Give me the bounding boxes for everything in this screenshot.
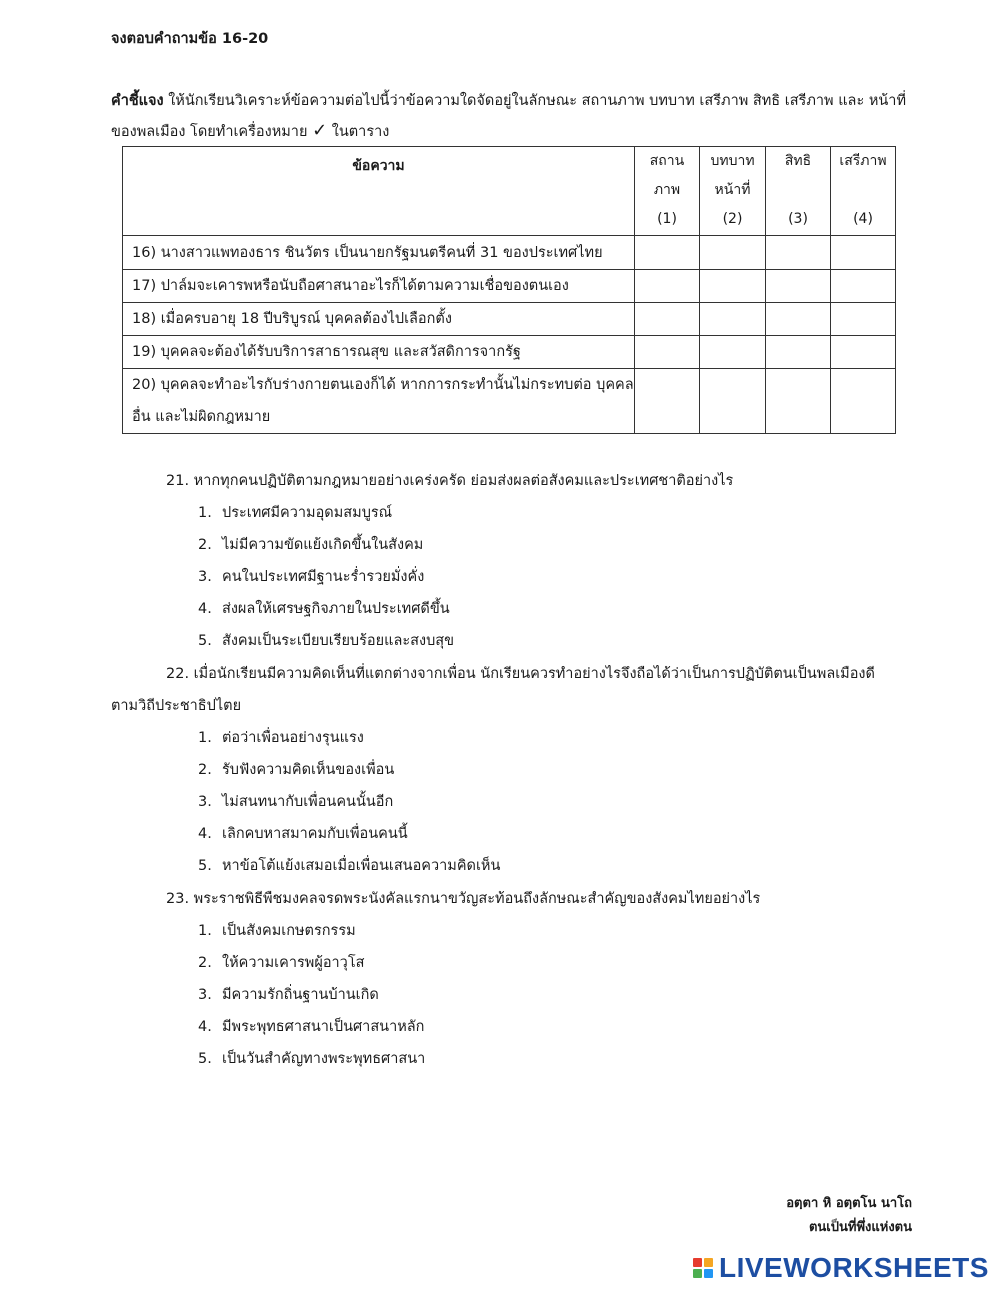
statement-19: 19) บุคคลจะต้องได้รับบริการสาธารณสุข และสวัสดิการจากรัฐ [123, 336, 635, 369]
question-21-options [198, 497, 454, 657]
header-statement: ข้อความ [123, 147, 635, 236]
answer-box-18-3[interactable] [766, 303, 831, 336]
option-21-1[interactable]: 1. ประเทศมีความอุดมสมบูรณ์ [198, 505, 393, 521]
answer-box-20-4[interactable] [831, 369, 896, 434]
question-23-options [198, 915, 425, 1075]
footer-motto [786, 1192, 912, 1240]
header-status: สถาน ภาพ (1) [635, 147, 700, 236]
table-row [123, 270, 896, 303]
statement-18: 18) เมื่อครบอายุ 18 ปีบริบูรณ์ บุคคลต้องไปเลือกตั้ง [123, 303, 635, 336]
answer-box-17-2[interactable] [700, 270, 766, 303]
table-row [123, 369, 896, 434]
instruction-suffix: ในตาราง [327, 124, 390, 140]
logo-square-blue [704, 1269, 713, 1278]
instruction-paragraph [111, 86, 911, 148]
header-liberty: เสรีภาพ (4) [831, 147, 896, 236]
table-row [123, 336, 896, 369]
option-21-2[interactable]: 2. ไม่มีความขัดแย้งเกิดขึ้นในสังคม [198, 537, 424, 553]
answer-box-18-4[interactable] [831, 303, 896, 336]
answer-box-20-3[interactable] [766, 369, 831, 434]
statement-16: 16) นางสาวแพทองธาร ชินวัตร เป็นนายกรัฐมนตรีคนที่ 31 ของประเทศไทย [123, 236, 635, 270]
motto-thai: ตนเป็นที่พึ่งแห่งตน [808, 1220, 912, 1235]
option-22-3[interactable]: 3. ไม่สนทนากับเพื่อนคนนั้นอีก [198, 794, 394, 810]
question-22: 22. เมื่อนักเรียนมีความคิดเห็นที่แตกต่างจากเพื่อน นักเรียนควรทำอย่างไรจึงถือได้ว่าเป็นการปฏิบัติตนเป็นพลเมืองดี [166, 666, 875, 682]
answer-box-18-1[interactable] [635, 303, 700, 336]
answer-box-19-1[interactable] [635, 336, 700, 369]
option-21-4[interactable]: 4. ส่งผลให้เศรษฐกิจภายในประเทศดีขึ้น [198, 601, 450, 617]
liveworksheets-logo [693, 1253, 989, 1283]
question-22-continued: ตามวิถีประชาธิปไตย [111, 698, 242, 714]
answer-box-18-2[interactable] [700, 303, 766, 336]
option-23-3[interactable]: 3. มีความรักถิ่นฐานบ้านเกิด [198, 987, 379, 1003]
classification-table [122, 146, 896, 434]
motto-pali: อตฺตา หิ อตฺตโน นาโถ [786, 1196, 912, 1211]
instruction-text: ให้นักเรียนวิเคราะห์ข้อความต่อไปนี้ว่าข้อความใดจัดอยู่ในลักษณะ สถานภาพ บทบาท เสรีภาพ สิทธิ เสรีภาพ และ หน้าที่ของพลเมือง โดยทำเครื่องหมาย [111, 93, 907, 140]
option-23-2[interactable]: 2. ให้ความเคารพผู้อาวุโส [198, 955, 365, 971]
answer-box-16-3[interactable] [766, 236, 831, 270]
question-21: 21. หากทุกคนปฏิบัติตามกฎหมายอย่างเคร่งครัด ย่อมส่งผลต่อสังคมและประเทศชาติอย่างไร [166, 473, 734, 489]
option-23-4[interactable]: 4. มีพระพุทธศาสนาเป็นศาสนาหลัก [198, 1019, 425, 1035]
answer-box-17-1[interactable] [635, 270, 700, 303]
option-22-4[interactable]: 4. เลิกคบหาสมาคมกับเพื่อนคนนี้ [198, 826, 408, 842]
header-role: บทบาท หน้าที่ (2) [700, 147, 766, 236]
statement-20: 20) บุคคลจะทำอะไรกับร่างกายตนเองก็ได้ หากการกระทำนั้นไม่กระทบต่อ บุคคลอื่น และไม่ผิดกฎหมาย [123, 369, 635, 434]
logo-square-orange [704, 1258, 713, 1267]
option-22-2[interactable]: 2. รับฟังความคิดเห็นของเพื่อน [198, 762, 395, 778]
answer-box-17-4[interactable] [831, 270, 896, 303]
logo-square-red [693, 1258, 702, 1267]
answer-box-19-4[interactable] [831, 336, 896, 369]
option-22-5[interactable]: 5. หาข้อโต้แย้งเสมอเมื่อเพื่อนเสนอความคิดเห็น [198, 858, 501, 874]
answer-box-16-1[interactable] [635, 236, 700, 270]
option-22-1[interactable]: 1. ต่อว่าเพื่อนอย่างรุนแรง [198, 730, 364, 746]
option-21-3[interactable]: 3. คนในประเทศมีฐานะร่ำรวยมั่งคั่ง [198, 569, 425, 585]
option-23-1[interactable]: 1. เป็นสังคมเกษตรกรรม [198, 923, 356, 939]
table-row [123, 236, 896, 270]
answer-box-16-4[interactable] [831, 236, 896, 270]
answer-box-17-3[interactable] [766, 270, 831, 303]
table-header-row [123, 147, 896, 236]
statement-17: 17) ปาล์มจะเคารพหรือนับถือศาสนาอะไรก็ได้ตามความเชื่อของตนเอง [123, 270, 635, 303]
logo-squares-icon [693, 1258, 713, 1278]
section-heading: จงตอบคำถามข้อ 16-20 [111, 31, 269, 47]
logo-text: LIVEWORKSHEETS [719, 1252, 989, 1283]
answer-box-16-2[interactable] [700, 236, 766, 270]
question-23: 23. พระราชพิธีพืชมงคลจรดพระนังคัลแรกนาขวัญสะท้อนถึงลักษณะสำคัญของสังคมไทยอย่างไร [166, 891, 761, 907]
option-23-5[interactable]: 5. เป็นวันสำคัญทางพระพุทธศาสนา [198, 1051, 426, 1067]
answer-box-20-2[interactable] [700, 369, 766, 434]
question-22-options [198, 722, 500, 882]
table-row [123, 303, 896, 336]
answer-box-19-2[interactable] [700, 336, 766, 369]
answer-box-19-3[interactable] [766, 336, 831, 369]
instruction-label: คำชี้แจง [111, 93, 164, 109]
header-rights: สิทธิ (3) [766, 147, 831, 236]
answer-box-20-1[interactable] [635, 369, 700, 434]
check-mark-icon: ✓ [312, 120, 328, 141]
option-21-5[interactable]: 5. สังคมเป็นระเบียบเรียบร้อยและสงบสุข [198, 633, 455, 649]
logo-square-green [693, 1269, 702, 1278]
